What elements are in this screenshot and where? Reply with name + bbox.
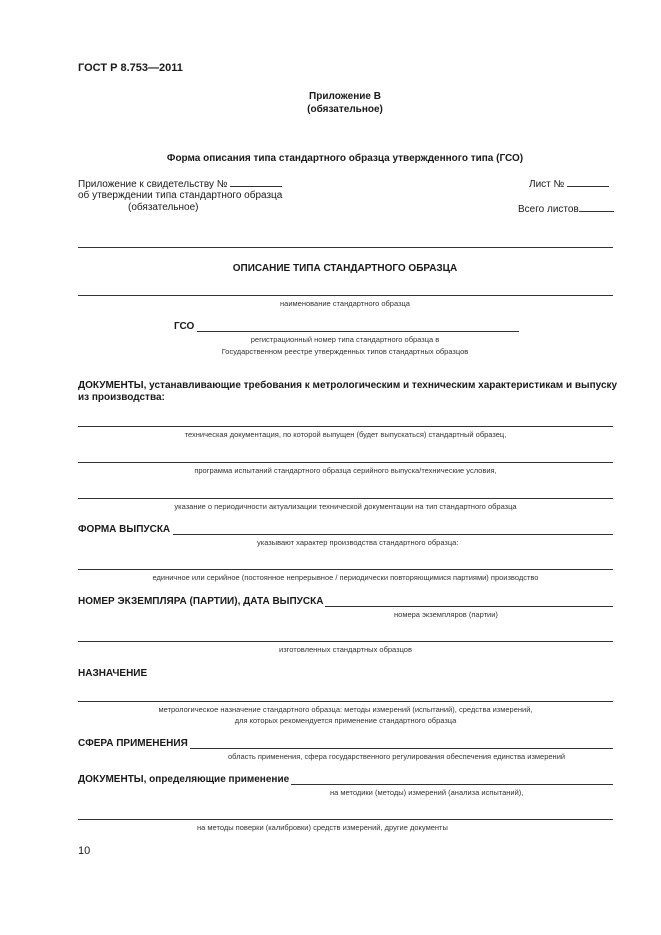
documents-heading: ДОКУМЕНТЫ, устанавливающие требования к метрологическим и техническим характеристикам и выпуску [78, 380, 618, 391]
documents-heading-line-2: из производства: [78, 392, 165, 403]
caption-purpose-2: для которых рекомендуется применение стандартного образца [234, 716, 457, 725]
sheet-number: Лист № [529, 177, 609, 190]
certificate-line-1: Приложение к свидетельству № [78, 177, 282, 190]
caption-copy-numbers: номера экземпляров (партии) [394, 610, 498, 619]
scope-line[interactable] [190, 748, 613, 749]
caption-name: наименование стандартного образца [280, 299, 410, 308]
caption-reg-number-1: регистрационный номер типа стандартного образца в [250, 335, 440, 344]
tech-docs-line[interactable] [78, 426, 613, 427]
caption-verification: на методы поверки (калибровки) средств измерений, другие документы [197, 823, 448, 832]
total-sheets-blank[interactable] [579, 202, 614, 212]
caption-purpose-1: метрологическое назначение стандартного образца: методы измерений (испытаний), средства измерений, [158, 705, 533, 714]
appendix-subtitle: (обязательное) [307, 104, 383, 115]
periodicity-line[interactable] [78, 498, 613, 499]
production-type-line[interactable] [78, 569, 613, 570]
caption-tech-docs: техническая документация, по которой выпущен (будет выпускаться) стандартный образец, [184, 430, 507, 439]
caption-methods: на методики (методы) измерений (анализа испытаний), [330, 788, 524, 797]
test-program-line[interactable] [78, 462, 613, 463]
caption-manufactured: изготовленных стандартных образцов [279, 645, 412, 654]
sheet-number-blank[interactable] [567, 177, 609, 187]
page-number: 10 [78, 845, 91, 857]
certificate-line-2: об утверждении типа стандартного образца [78, 190, 283, 201]
caption-reg-number-2: Государственном реестре утвержденных типов стандартных образцов [221, 347, 469, 356]
release-form-label: ФОРМА ВЫПУСКА [78, 524, 171, 535]
total-sheets: Всего листов [518, 202, 614, 215]
caption-scope: область применения, сфера государственного регулирования обеспечения единства измерений [228, 752, 566, 761]
certificate-line-3: (обязательное) [128, 202, 199, 213]
purpose-line[interactable] [78, 701, 613, 702]
gso-line[interactable] [197, 331, 519, 332]
name-line[interactable] [78, 295, 613, 296]
description-title: ОПИСАНИЕ ТИПА СТАНДАРТНОГО ОБРАЗЦА [232, 263, 458, 274]
caption-periodicity: указание о периодичности актуализации технической документации на тип стандартного образца [174, 502, 517, 511]
methods-line[interactable] [291, 784, 613, 785]
copy-number-label: НОМЕР ЭКЗЕМПЛЯРА (ПАРТИИ), ДАТА ВЫПУСКА [78, 596, 324, 607]
caption-production-character: указывают характер производства стандартного образца: [257, 538, 459, 547]
caption-production-types: единичное или серийное (постоянное непрерывное / периодически повторяющимися партиями) производство [152, 573, 539, 582]
release-form-line[interactable] [173, 534, 613, 535]
purpose-label: НАЗНАЧЕНИЕ [78, 668, 148, 679]
caption-test-program: программа испытаний стандартного образца серийного выпуска/технические условия, [194, 466, 497, 475]
manufactured-line[interactable] [78, 641, 613, 642]
separator-line [78, 247, 613, 248]
certificate-number-blank[interactable] [230, 177, 282, 187]
scope-label: СФЕРА ПРИМЕНЕНИЯ [78, 738, 188, 749]
standard-code: ГОСТ Р 8.753—2011 [78, 62, 183, 74]
documents-application-label: ДОКУМЕНТЫ, определяющие применение [78, 774, 290, 785]
copy-number-line[interactable] [325, 606, 613, 607]
form-title: Форма описания типа стандартного образца утвержденного типа (ГСО) [166, 153, 524, 164]
verification-line[interactable] [78, 819, 613, 820]
gso-label: ГСО [174, 321, 195, 332]
appendix-title: Приложение В [309, 91, 381, 102]
